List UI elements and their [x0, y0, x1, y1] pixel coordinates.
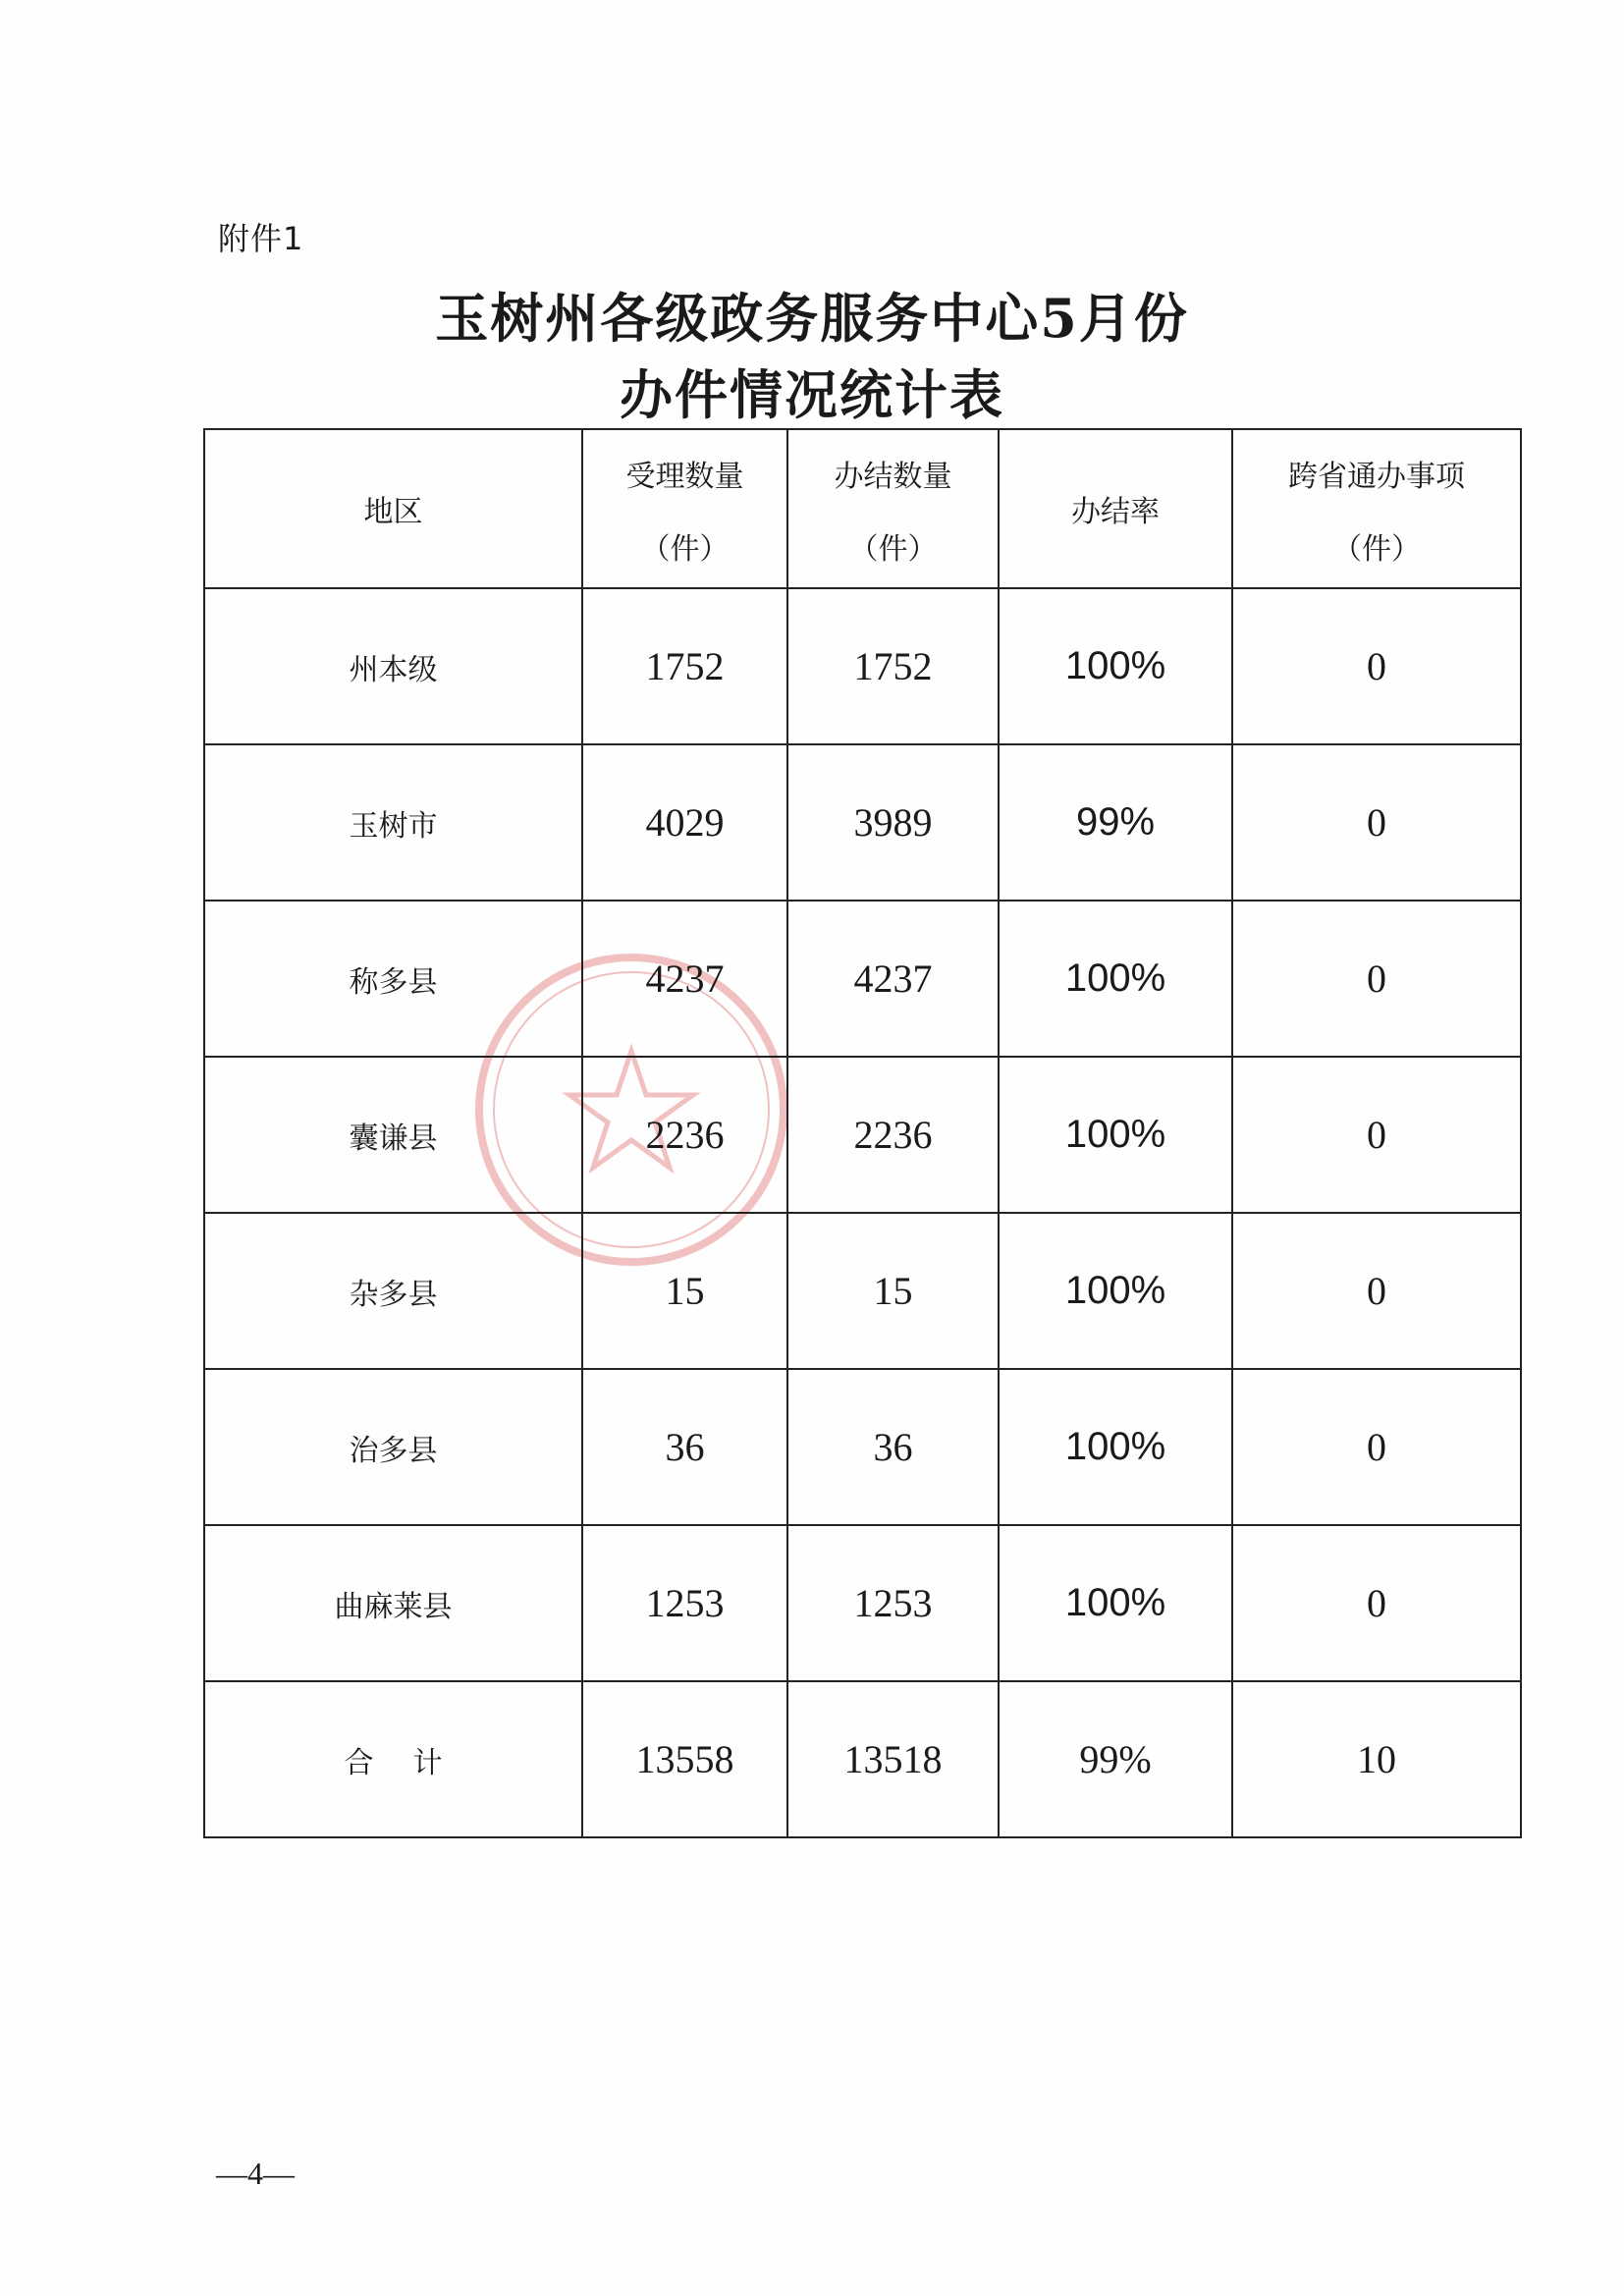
accepted-cell: 4029 — [582, 744, 787, 901]
region-cell: 杂多县 — [204, 1213, 582, 1369]
completed-cell: 4237 — [787, 901, 999, 1057]
header-accepted — [582, 429, 787, 588]
rate-cell: 100% — [999, 1213, 1232, 1369]
region-cell: 曲麻莱县 — [204, 1525, 582, 1681]
rate-cell: 100% — [999, 1057, 1232, 1213]
region-cell: 玉树市 — [204, 744, 582, 901]
completed-cell: 1253 — [787, 1525, 999, 1681]
rate-cell: 100% — [999, 1525, 1232, 1681]
table-row — [204, 1369, 1521, 1525]
header-region-label: 地区 — [363, 495, 423, 529]
accepted-cell: 2236 — [582, 1057, 787, 1213]
total-rate-cell: 99% — [999, 1681, 1232, 1837]
document-title-line2: 办件情况统计表 — [620, 363, 1004, 426]
document-title-line1: 玉树州各级政务服务中心5月份 — [435, 287, 1189, 350]
accepted-cell: 1752 — [582, 588, 787, 744]
rate-cell: 100% — [999, 901, 1232, 1057]
total-label-cell — [204, 1681, 582, 1837]
region-cell: 治多县 — [204, 1369, 582, 1525]
cross-province-cell: 0 — [1232, 744, 1521, 901]
total-accepted-cell: 13558 — [582, 1681, 787, 1837]
cross-province-cell: 0 — [1232, 1213, 1521, 1369]
total-label: 合计 — [344, 1745, 482, 1780]
region-cell: 囊谦县 — [204, 1057, 582, 1213]
completed-cell: 1752 — [787, 588, 999, 744]
table-header-row — [204, 429, 1521, 588]
region-cell: 称多县 — [204, 901, 582, 1057]
statistics-table — [203, 428, 1522, 1838]
accepted-cell: 15 — [582, 1213, 787, 1369]
total-cross-province-cell: 10 — [1232, 1681, 1521, 1837]
table-row — [204, 1213, 1521, 1369]
total-completed-cell: 13518 — [787, 1681, 999, 1837]
page-number: —4— — [216, 2156, 295, 2191]
cross-province-cell: 0 — [1232, 1525, 1521, 1681]
header-completed-label: 办结数量 — [834, 460, 952, 494]
rate-cell: 100% — [999, 588, 1232, 744]
table-total-row — [204, 1681, 1521, 1837]
header-rate-label: 办结率 — [1071, 495, 1160, 529]
completed-cell: 2236 — [787, 1057, 999, 1213]
header-rate — [999, 429, 1232, 588]
header-accepted-label: 受理数量 — [625, 460, 744, 494]
header-region — [204, 429, 582, 588]
header-completed — [787, 429, 999, 588]
header-cross-unit: （件） — [1332, 532, 1421, 567]
accepted-cell: 4237 — [582, 901, 787, 1057]
table-row — [204, 744, 1521, 901]
rate-cell: 100% — [999, 1369, 1232, 1525]
completed-cell: 15 — [787, 1213, 999, 1369]
cross-province-cell: 0 — [1232, 901, 1521, 1057]
table-row — [204, 901, 1521, 1057]
table-row — [204, 1057, 1521, 1213]
header-cross-province — [1232, 429, 1521, 588]
header-accepted-unit: （件） — [640, 532, 730, 567]
cross-province-cell: 0 — [1232, 588, 1521, 744]
accepted-cell: 36 — [582, 1369, 787, 1525]
attachment-label: 附件1 — [218, 220, 304, 257]
rate-cell: 99% — [999, 744, 1232, 901]
table-row — [204, 588, 1521, 744]
header-completed-unit: （件） — [848, 532, 938, 567]
completed-cell: 36 — [787, 1369, 999, 1525]
region-cell: 州本级 — [204, 588, 582, 744]
header-cross-label: 跨省通办事项 — [1288, 460, 1465, 494]
table-row — [204, 1525, 1521, 1681]
accepted-cell: 1253 — [582, 1525, 787, 1681]
cross-province-cell: 0 — [1232, 1057, 1521, 1213]
cross-province-cell: 0 — [1232, 1369, 1521, 1525]
completed-cell: 3989 — [787, 744, 999, 901]
